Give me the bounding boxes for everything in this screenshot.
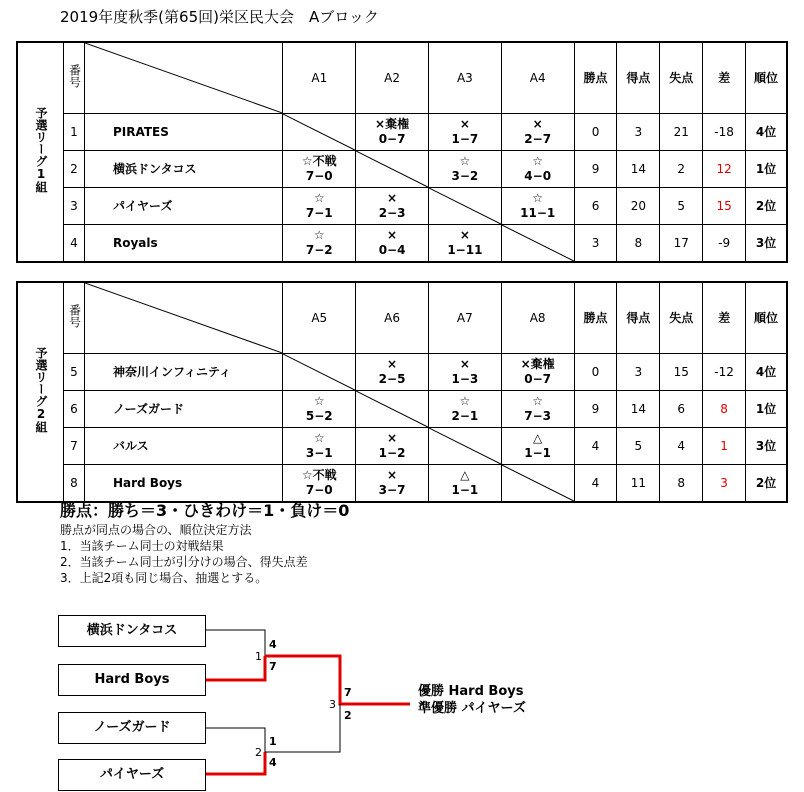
match-mark: × bbox=[387, 191, 398, 205]
match-mark: × bbox=[387, 228, 398, 242]
team-name: ノーズガード bbox=[84, 391, 282, 428]
m1-top-score: 4 bbox=[269, 638, 277, 651]
match-score: 0−4 bbox=[378, 243, 406, 257]
col-header-a4: A4 bbox=[501, 42, 574, 114]
match-score: 7−0 bbox=[305, 169, 333, 183]
diff-cell: -18 bbox=[703, 114, 746, 151]
col-header-a6: A6 bbox=[356, 282, 429, 354]
match-mark: ☆ bbox=[459, 154, 471, 168]
points-cell: 3 bbox=[574, 225, 617, 263]
scored-cell: 11 bbox=[617, 465, 660, 503]
number-header-text: 番号 bbox=[67, 64, 82, 88]
row-number: 7 bbox=[64, 428, 85, 465]
match-mark: × bbox=[387, 431, 398, 445]
rank-cell: 3位 bbox=[746, 428, 787, 465]
diff-cell: 12 bbox=[703, 151, 746, 188]
row-number: 8 bbox=[64, 465, 85, 503]
group-label-text: 予選リーグ2組 bbox=[34, 347, 48, 433]
match-mark: ☆不戦 bbox=[301, 154, 337, 168]
match-mark: ☆ bbox=[313, 431, 325, 445]
match-score: 3−1 bbox=[305, 446, 333, 460]
match-mark: ☆ bbox=[532, 154, 544, 168]
scored-cell: 20 bbox=[617, 188, 660, 225]
rank-cell: 1位 bbox=[746, 391, 787, 428]
rank-cell: 4位 bbox=[746, 114, 787, 151]
team-name: Hard Boys bbox=[84, 465, 282, 503]
match-score: 2−1 bbox=[451, 409, 479, 423]
match-score: 1−2 bbox=[378, 446, 406, 460]
row-number: 6 bbox=[64, 391, 85, 428]
conceded-cell: 21 bbox=[660, 114, 703, 151]
diff-cell: 15 bbox=[703, 188, 746, 225]
match-mark: △ bbox=[533, 431, 543, 445]
match-score: 7−0 bbox=[305, 483, 333, 497]
diff-cell: 3 bbox=[703, 465, 746, 503]
page-title: 2019年度秋季(第65回)栄区民大会 Aブロック bbox=[60, 8, 379, 26]
m1-bottom-score: 7 bbox=[269, 660, 277, 673]
match-score: 1−1 bbox=[451, 483, 479, 497]
diff-cell: -12 bbox=[703, 354, 746, 391]
match-mark: △ bbox=[460, 468, 470, 482]
number-header-text: 番号 bbox=[67, 304, 82, 328]
tiebreak-rule-3: 3．上記2項も同じ場合、抽選とする。 bbox=[60, 571, 268, 585]
points-cell: 4 bbox=[574, 428, 617, 465]
conceded-cell: 15 bbox=[660, 354, 703, 391]
match-mark: × bbox=[387, 468, 398, 482]
match-mark: ×棄権 bbox=[375, 117, 410, 131]
diff-cell: 8 bbox=[703, 391, 746, 428]
row-number: 2 bbox=[64, 151, 85, 188]
team-name: パイヤーズ bbox=[84, 188, 282, 225]
diff-header: 差 bbox=[703, 282, 746, 354]
final-top-score: 7 bbox=[344, 686, 352, 699]
match-mark: ×棄権 bbox=[520, 357, 555, 371]
match-score: 3−2 bbox=[451, 169, 479, 183]
row-number: 3 bbox=[64, 188, 85, 225]
col-header-a3: A3 bbox=[428, 42, 501, 114]
scored-cell: 14 bbox=[617, 391, 660, 428]
scored-cell: 3 bbox=[617, 354, 660, 391]
scored-header: 得点 bbox=[617, 282, 660, 354]
match-score: 11−1 bbox=[520, 206, 556, 220]
rank-cell: 3位 bbox=[746, 225, 787, 263]
runner-up-label: 準優勝 パイヤーズ bbox=[418, 701, 526, 716]
match-score: 0−7 bbox=[524, 372, 552, 386]
conceded-cell: 5 bbox=[660, 188, 703, 225]
col-header-a7: A7 bbox=[428, 282, 501, 354]
rank-cell: 1位 bbox=[746, 151, 787, 188]
diff-header: 差 bbox=[703, 42, 746, 114]
points-cell: 6 bbox=[574, 188, 617, 225]
diff-cell: -9 bbox=[703, 225, 746, 263]
match-score: 1−1 bbox=[524, 446, 552, 460]
m2-bottom-score: 4 bbox=[269, 756, 277, 769]
points-cell: 9 bbox=[574, 151, 617, 188]
team-name: 横浜ドンタコス bbox=[84, 151, 282, 188]
match-score: 3−7 bbox=[378, 483, 406, 497]
points-header: 勝点 bbox=[574, 282, 617, 354]
scored-cell: 3 bbox=[617, 114, 660, 151]
team-name: Royals bbox=[84, 225, 282, 263]
scored-cell: 8 bbox=[617, 225, 660, 263]
rank-header: 順位 bbox=[746, 42, 787, 114]
conceded-cell: 2 bbox=[660, 151, 703, 188]
match-mark: ☆不戦 bbox=[301, 468, 337, 482]
final-number: 3 bbox=[329, 698, 336, 711]
tiebreak-rule-2: 2．当該チーム同士が引分けの場合、得失点差 bbox=[60, 555, 308, 569]
points-header: 勝点 bbox=[574, 42, 617, 114]
rank-header: 順位 bbox=[746, 282, 787, 354]
match-score: 7−3 bbox=[524, 409, 552, 423]
points-rule: 勝点：勝ち＝3・ひきわけ＝1・負け＝0 bbox=[60, 501, 350, 520]
bracket-team-4: パイヤーズ bbox=[58, 759, 206, 791]
col-header-a1: A1 bbox=[283, 42, 356, 114]
team-name: バルス bbox=[84, 428, 282, 465]
points-cell: 9 bbox=[574, 391, 617, 428]
points-cell: 0 bbox=[574, 354, 617, 391]
scored-header: 得点 bbox=[617, 42, 660, 114]
match-mark: ☆ bbox=[313, 228, 325, 242]
match-mark: × bbox=[459, 228, 470, 242]
match-mark: × bbox=[459, 357, 470, 371]
match-score: 4−0 bbox=[524, 169, 552, 183]
match-score: 7−1 bbox=[305, 206, 333, 220]
match-mark: ☆ bbox=[313, 191, 325, 205]
match-score: 2−5 bbox=[378, 372, 406, 386]
col-header-a8: A8 bbox=[501, 282, 574, 354]
match-mark: ☆ bbox=[313, 394, 325, 408]
points-cell: 0 bbox=[574, 114, 617, 151]
final-bottom-score: 2 bbox=[344, 709, 352, 722]
scored-cell: 14 bbox=[617, 151, 660, 188]
conceded-cell: 6 bbox=[660, 391, 703, 428]
tiebreak-title: 勝点が同点の場合の、順位決定方法 bbox=[60, 523, 252, 537]
rank-cell: 4位 bbox=[746, 354, 787, 391]
m2-number: 2 bbox=[255, 746, 262, 759]
match-mark: ☆ bbox=[532, 191, 544, 205]
match-score: 7−2 bbox=[305, 243, 333, 257]
bracket-team-3: ノーズガード bbox=[58, 712, 206, 744]
conceded-header: 失点 bbox=[660, 42, 703, 114]
match-score: 5−2 bbox=[305, 409, 333, 423]
group-label-text: 予選リーグ1組 bbox=[34, 107, 48, 193]
tiebreak-rule-1: 1．当該チーム同士の対戦結果 bbox=[60, 539, 224, 553]
match-score: 1−11 bbox=[447, 243, 483, 257]
conceded-cell: 8 bbox=[660, 465, 703, 503]
match-score: 0−7 bbox=[378, 132, 406, 146]
conceded-header: 失点 bbox=[660, 282, 703, 354]
points-cell: 4 bbox=[574, 465, 617, 503]
bracket-team-2: Hard Boys bbox=[58, 664, 206, 696]
match-score: 2−7 bbox=[524, 132, 552, 146]
row-number: 5 bbox=[64, 354, 85, 391]
row-number: 4 bbox=[64, 225, 85, 263]
m2-top-score: 1 bbox=[269, 735, 277, 748]
match-mark: ☆ bbox=[459, 394, 471, 408]
match-score: 2−3 bbox=[378, 206, 406, 220]
match-mark: ☆ bbox=[532, 394, 544, 408]
match-score: 1−7 bbox=[451, 132, 479, 146]
match-mark: × bbox=[459, 117, 470, 131]
team-name: 神奈川インフィニティ bbox=[84, 354, 282, 391]
conceded-cell: 4 bbox=[660, 428, 703, 465]
col-header-a5: A5 bbox=[283, 282, 356, 354]
match-score: 1−3 bbox=[451, 372, 479, 386]
match-mark: × bbox=[532, 117, 543, 131]
final-result bbox=[418, 683, 526, 717]
rank-cell: 2位 bbox=[746, 188, 787, 225]
bracket-team-1: 横浜ドンタコス bbox=[58, 615, 206, 647]
team-name: PIRATES bbox=[84, 114, 282, 151]
match-mark: × bbox=[387, 357, 398, 371]
row-number: 1 bbox=[64, 114, 85, 151]
scored-cell: 5 bbox=[617, 428, 660, 465]
bracket-line-final-top bbox=[265, 656, 410, 704]
m1-number: 1 bbox=[255, 650, 262, 663]
winner-label: 優勝 Hard Boys bbox=[418, 684, 524, 699]
col-header-a2: A2 bbox=[356, 42, 429, 114]
diff-cell: 1 bbox=[703, 428, 746, 465]
conceded-cell: 17 bbox=[660, 225, 703, 263]
rank-cell: 2位 bbox=[746, 465, 787, 503]
